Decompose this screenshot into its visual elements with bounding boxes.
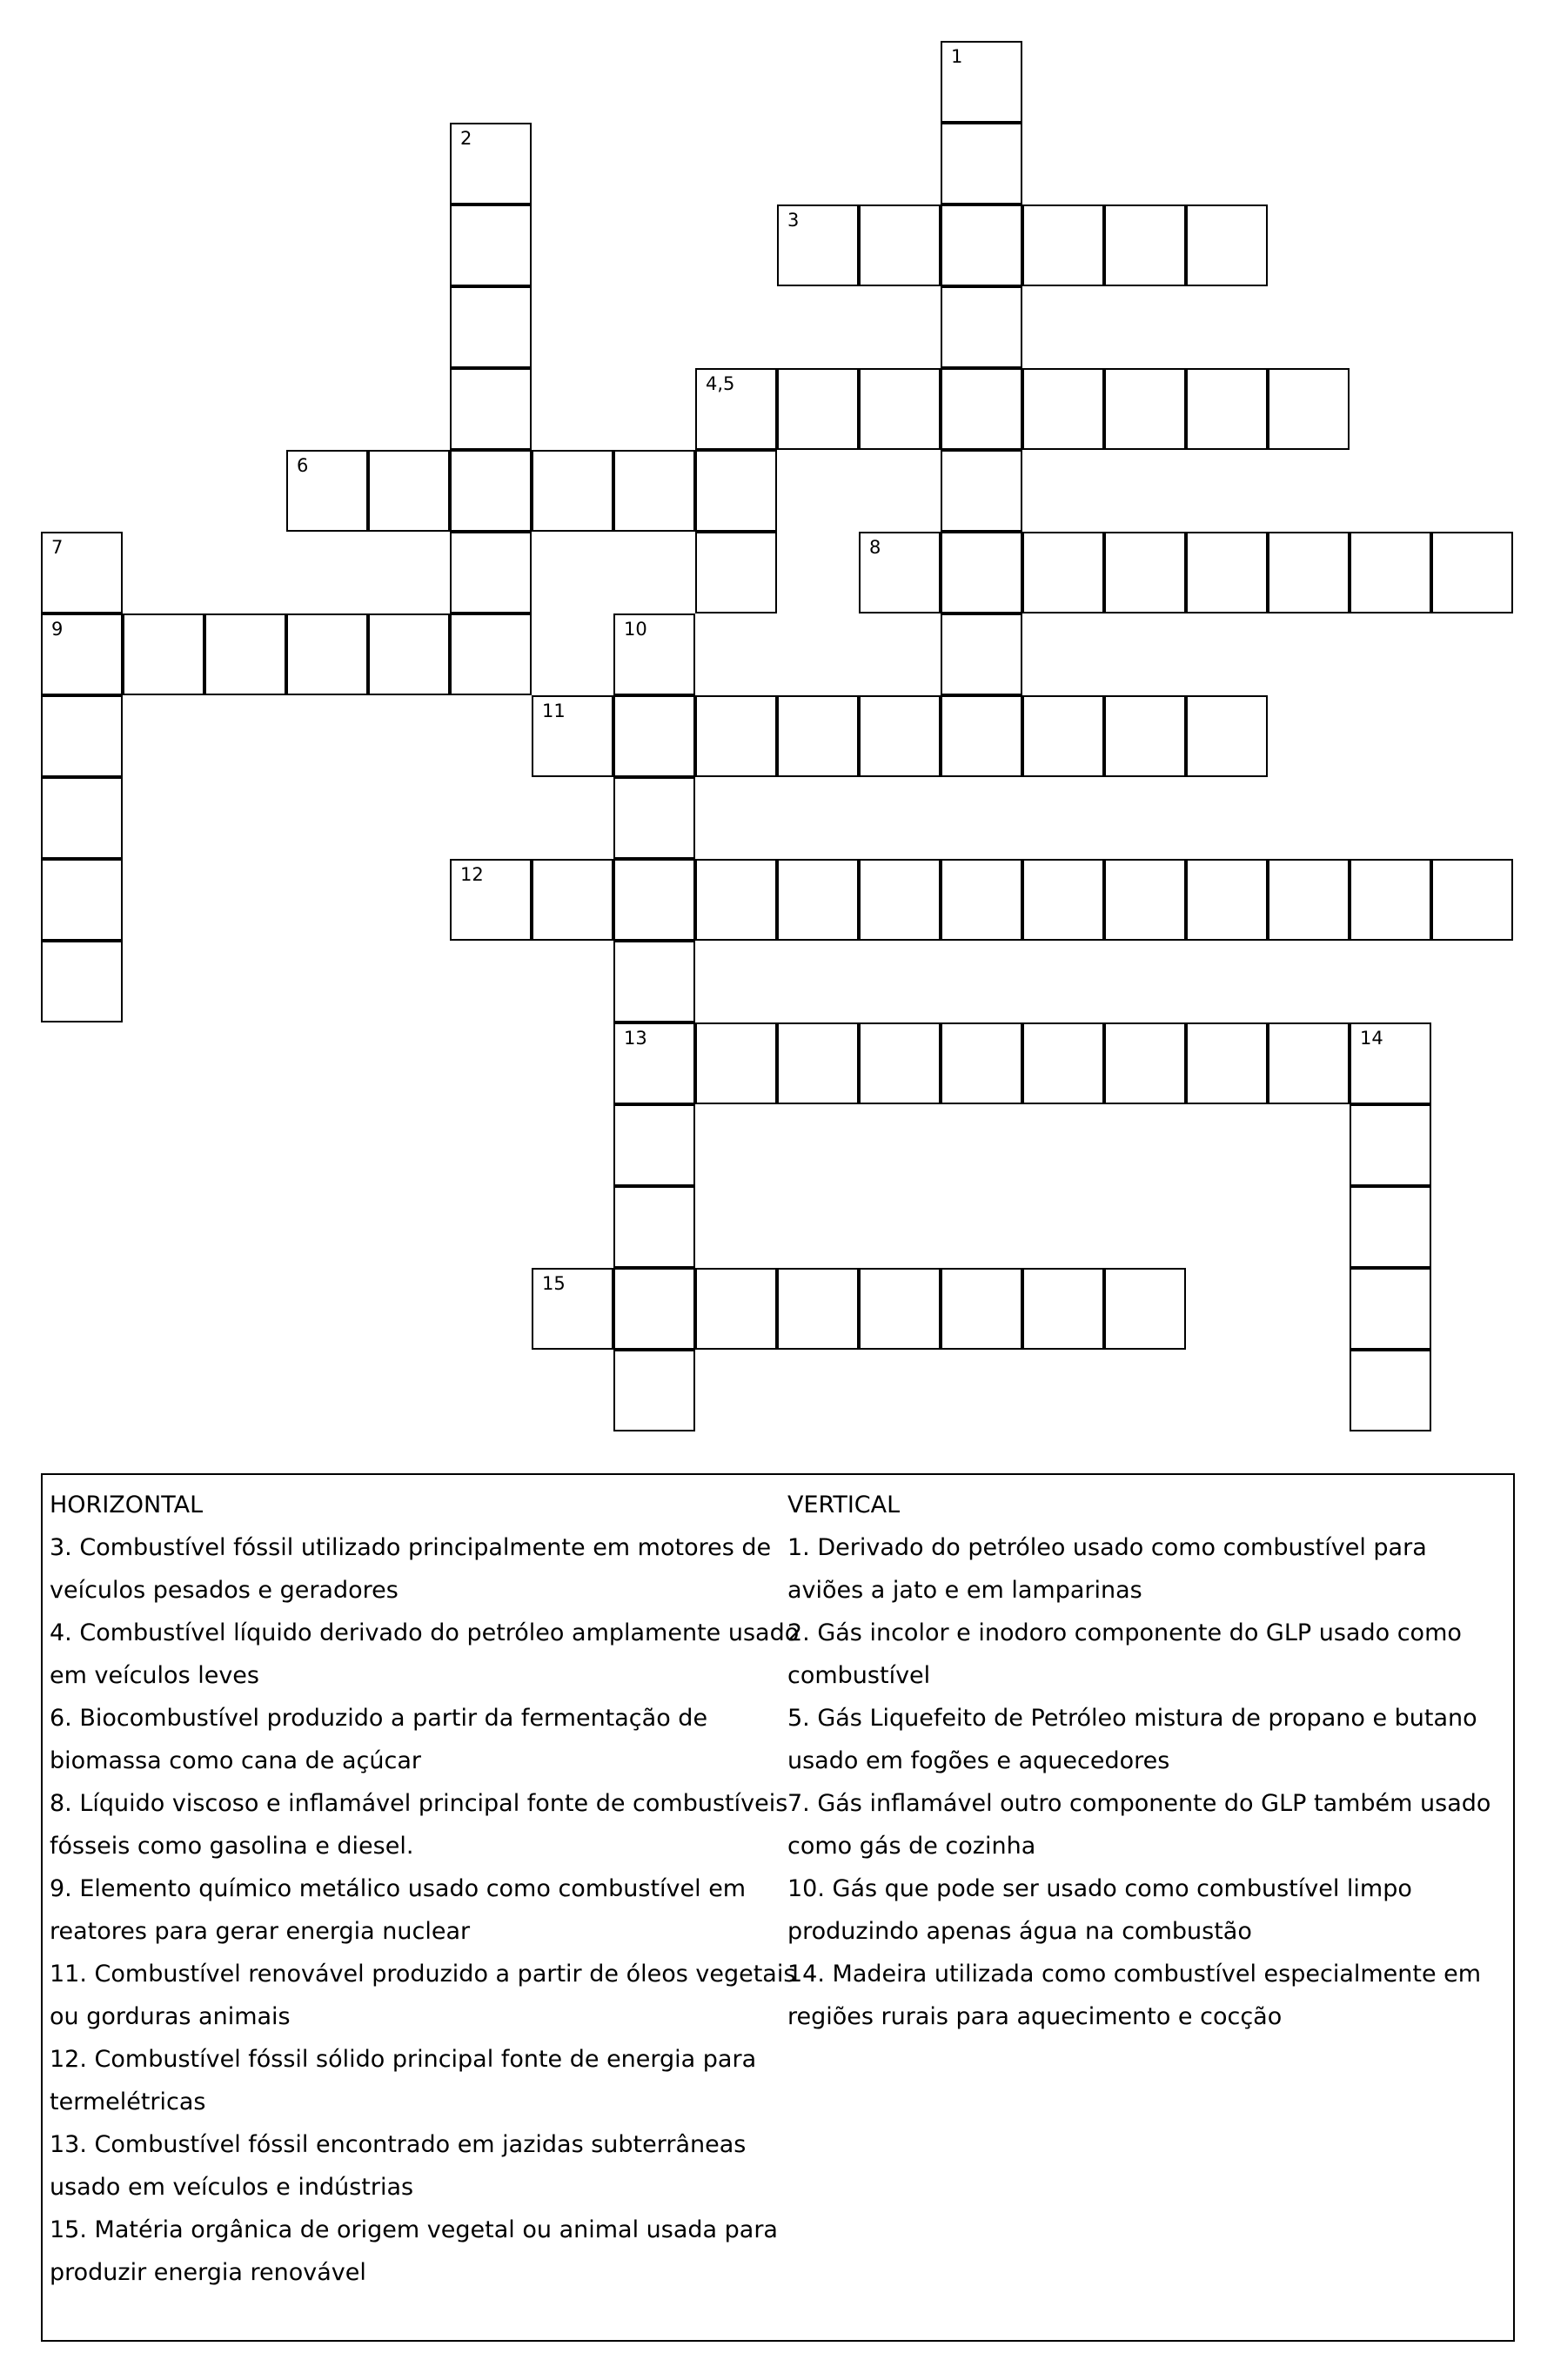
crossword-cell[interactable] [1186, 368, 1268, 450]
crossword-cell[interactable] [859, 1268, 941, 1350]
crossword-cell[interactable] [695, 532, 777, 613]
cell-number: 8 [869, 537, 881, 558]
crossword-cell[interactable] [777, 859, 859, 941]
crossword-cell[interactable] [1350, 1104, 1431, 1186]
crossword-cell[interactable] [613, 1186, 695, 1268]
crossword-cell[interactable] [859, 1022, 941, 1104]
clue-vertical-14: 14. Madeira utilizada como combustível especialmente em regiões rurais para aquecimento e cocção [787, 1961, 1482, 2030]
clue-vertical-5: 5. Gás Liquefeito de Petróleo mistura de propano e butano usado em fogões e aquecedores [787, 1705, 1477, 1774]
crossword-cell[interactable] [123, 613, 204, 695]
clue-horizontal-8: 8. Líquido viscoso e inflamável principal fonte de combustíveis fósseis como gasolina e diesel. [50, 1790, 788, 1860]
crossword-cell[interactable] [941, 695, 1022, 777]
cell-number: 12 [460, 864, 484, 885]
crossword-cell[interactable] [777, 204, 859, 286]
crossword-cell[interactable] [450, 450, 532, 532]
crossword-cell[interactable] [532, 695, 613, 777]
crossword-cell[interactable] [368, 450, 450, 532]
crossword-cell[interactable] [941, 613, 1022, 695]
crossword-cell[interactable] [941, 1022, 1022, 1104]
crossword-cell[interactable] [941, 532, 1022, 613]
cell-number: 2 [460, 128, 472, 149]
crossword-cell[interactable] [941, 41, 1022, 123]
clue-horizontal-3: 3. Combustível fóssil utilizado principalmente em motores de veículos pesados e geradores [50, 1534, 772, 1604]
crossword-cell[interactable] [941, 368, 1022, 450]
crossword-cell[interactable] [1104, 368, 1186, 450]
crossword-cell[interactable] [41, 532, 123, 613]
crossword-cell[interactable] [286, 450, 368, 532]
crossword-cell[interactable] [1022, 695, 1104, 777]
crossword-cell[interactable] [695, 368, 777, 450]
crossword-cell[interactable] [41, 613, 123, 695]
crossword-cell[interactable] [613, 1104, 695, 1186]
crossword-cell[interactable] [1022, 1022, 1104, 1104]
crossword-cell[interactable] [1022, 1268, 1104, 1350]
crossword-cell[interactable] [695, 450, 777, 532]
crossword-cell[interactable] [1186, 204, 1268, 286]
crossword-cell[interactable] [450, 532, 532, 613]
crossword-cell[interactable] [1104, 532, 1186, 613]
crossword-cell[interactable] [941, 859, 1022, 941]
crossword-cell[interactable] [41, 941, 123, 1022]
crossword-cell[interactable] [859, 532, 941, 613]
crossword-cell[interactable] [1104, 204, 1186, 286]
crossword-cell[interactable] [695, 695, 777, 777]
crossword-cell[interactable] [695, 1022, 777, 1104]
crossword-cell[interactable] [859, 695, 941, 777]
crossword-cell[interactable] [613, 859, 695, 941]
crossword-cell[interactable] [613, 941, 695, 1022]
cell-number: 10 [624, 619, 647, 640]
crossword-cell[interactable] [613, 1268, 695, 1350]
crossword-cell[interactable] [777, 368, 859, 450]
crossword-cell[interactable] [941, 1268, 1022, 1350]
crossword-cell[interactable] [695, 859, 777, 941]
vertical-clues [787, 1484, 1501, 2038]
cell-number: 11 [542, 701, 566, 721]
cell-number: 6 [297, 455, 309, 476]
clues-box [41, 1473, 1515, 2342]
crossword-cell[interactable] [204, 613, 286, 695]
crossword-cell[interactable] [1186, 1022, 1268, 1104]
crossword-cell[interactable] [1022, 859, 1104, 941]
cell-number: 4,5 [706, 373, 735, 394]
crossword-cell[interactable] [450, 368, 532, 450]
crossword-cell[interactable] [1022, 532, 1104, 613]
crossword-cell[interactable] [859, 368, 941, 450]
crossword-cell[interactable] [1350, 1186, 1431, 1268]
cell-number: 3 [787, 210, 800, 231]
clue-horizontal-4: 4. Combustível líquido derivado do petróleo amplamente usado em veículos leves [50, 1619, 800, 1689]
crossword-cell[interactable] [941, 204, 1022, 286]
crossword-cell[interactable] [613, 1022, 695, 1104]
crossword-cell[interactable] [1431, 859, 1513, 941]
horizontal-clues [50, 1484, 800, 2294]
vertical-title: VERTICAL [787, 1492, 901, 1519]
crossword-cell[interactable] [1268, 532, 1350, 613]
crossword-cell[interactable] [1431, 532, 1513, 613]
cell-number: 13 [624, 1028, 647, 1049]
crossword-cell[interactable] [532, 450, 613, 532]
crossword-cell[interactable] [450, 859, 532, 941]
crossword-cell[interactable] [1186, 859, 1268, 941]
crossword-cell[interactable] [1350, 1350, 1431, 1431]
crossword-cell[interactable] [613, 1350, 695, 1431]
crossword-cell[interactable] [41, 777, 123, 859]
crossword-cell[interactable] [532, 859, 613, 941]
crossword-cell[interactable] [1350, 859, 1431, 941]
crossword-cell[interactable] [613, 613, 695, 695]
clue-vertical-7: 7. Gás inflamável outro componente do GLP também usado como gás de cozinha [787, 1790, 1491, 1860]
crossword-cell[interactable] [1186, 695, 1268, 777]
crossword-cell[interactable] [41, 859, 123, 941]
crossword-cell[interactable] [1186, 532, 1268, 613]
crossword-cell[interactable] [1022, 204, 1104, 286]
cell-number: 14 [1360, 1028, 1383, 1049]
crossword-cell[interactable] [1104, 859, 1186, 941]
crossword-cell[interactable] [1268, 859, 1350, 941]
crossword-cell[interactable] [777, 1268, 859, 1350]
crossword-cell[interactable] [1104, 1268, 1186, 1350]
horizontal-title: HORIZONTAL [50, 1492, 204, 1519]
crossword-cell[interactable] [613, 450, 695, 532]
crossword-cell[interactable] [368, 613, 450, 695]
crossword-cell[interactable] [1268, 1022, 1350, 1104]
crossword-cell[interactable] [1104, 1022, 1186, 1104]
crossword-cell[interactable] [41, 695, 123, 777]
clue-vertical-1: 1. Derivado do petróleo usado como combustível para aviões a jato e em lamparinas [787, 1534, 1427, 1604]
crossword-cell[interactable] [941, 286, 1022, 368]
cell-number: 9 [51, 619, 64, 640]
clue-horizontal-13: 13. Combustível fóssil encontrado em jazidas subterrâneas usado em veículos e indústrias [50, 2131, 747, 2201]
crossword-cell[interactable] [941, 123, 1022, 204]
crossword-cell[interactable] [777, 695, 859, 777]
crossword-cell[interactable] [1104, 695, 1186, 777]
clue-horizontal-9: 9. Elemento químico metálico usado como combustível em reatores para gerar energia nuclear [50, 1875, 747, 1945]
crossword-cell[interactable] [1350, 532, 1431, 613]
crossword-cell[interactable] [1022, 368, 1104, 450]
crossword-cell[interactable] [859, 859, 941, 941]
cell-number: 15 [542, 1273, 566, 1294]
crossword-cell[interactable] [941, 450, 1022, 532]
cell-number: 7 [51, 537, 64, 558]
crossword-cell[interactable] [532, 1268, 613, 1350]
crossword-cell[interactable] [450, 286, 532, 368]
clue-horizontal-6: 6. Biocombustível produzido a partir da fermentação de biomassa como cana de açúcar [50, 1705, 708, 1774]
clue-horizontal-12: 12. Combustível fóssil sólido principal fonte de energia para termelétricas [50, 2046, 757, 2115]
crossword-cell[interactable] [450, 204, 532, 286]
clue-vertical-2: 2. Gás incolor e inodoro componente do GLP usado como combustível [787, 1619, 1462, 1689]
crossword-cell[interactable] [859, 204, 941, 286]
crossword-cell[interactable] [695, 1268, 777, 1350]
clue-vertical-10: 10. Gás que pode ser usado como combustível limpo produzindo apenas água na combustão [787, 1875, 1412, 1945]
crossword-cell[interactable] [613, 777, 695, 859]
clue-horizontal-11: 11. Combustível renovável produzido a partir de óleos vegetais ou gorduras animais [50, 1961, 796, 2030]
clue-horizontal-15: 15. Matéria orgânica de origem vegetal ou animal usada para produzir energia renovável [50, 2216, 778, 2286]
crossword-cell[interactable] [613, 695, 695, 777]
crossword-cell[interactable] [1350, 1022, 1431, 1104]
crossword-cell[interactable] [1268, 368, 1350, 450]
crossword-cell[interactable] [450, 123, 532, 204]
crossword-cell[interactable] [286, 613, 368, 695]
cell-number: 1 [951, 46, 963, 67]
crossword-cell[interactable] [450, 613, 532, 695]
crossword-cell[interactable] [777, 1022, 859, 1104]
crossword-cell[interactable] [1350, 1268, 1431, 1350]
